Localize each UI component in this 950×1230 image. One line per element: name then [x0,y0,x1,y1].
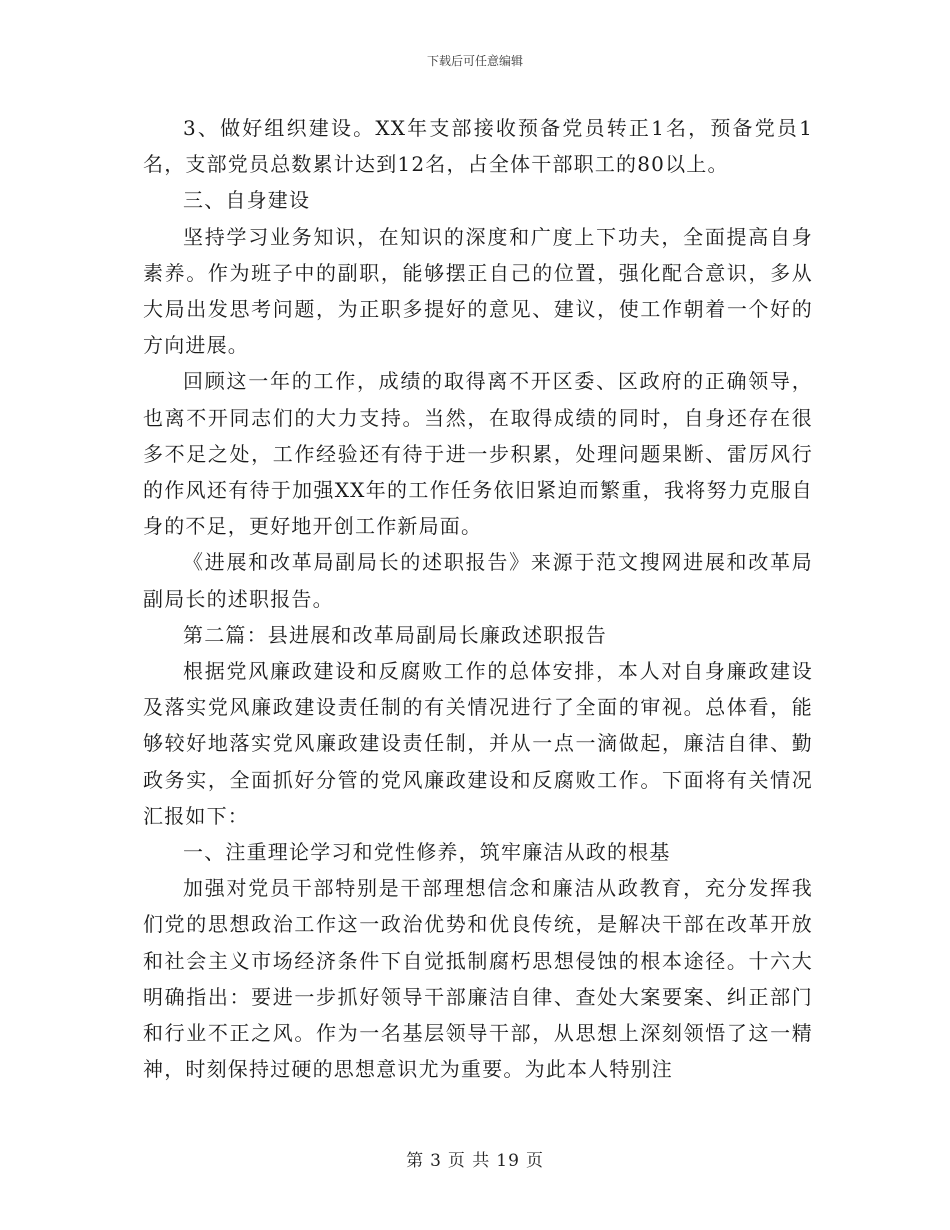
paragraph: 3、做好组织建设。XX年支部接收预备党员转正1名，预备党员1名，支部党员总数累计达到12名，占全体干部职工的80以上。 [143,116,813,177]
paragraph: 回顾这一年的工作，成绩的取得离不开区委、区政府的正确领导，也离不开同志们的大力支持。当然，在取得成绩的同时，自身还存在很多不足之处，工作经验还有待于进一步积累，处理问题果断、雷厉风行的作风还有待于加强XX年的工作任务依旧紧迫而繁重，我将努力克服自身的不足，更好地开创工作新局面。 [143,369,813,539]
footer-prefix: 第 [406,1151,425,1171]
page-header-note: 下载后可任意编辑 [426,54,523,68]
footer-middle: 页 共 [447,1151,491,1171]
document-body [143,110,813,1087]
paragraph: 坚持学习业务知识，在知识的深度和广度上下功夫，全面提高自身素养。作为班子中的副职，能够摆正自己的位置，强化配合意识，多从大局出发思考问题，为正职多提好的意见、建议，使工作朝着一个好的方向进展。 [143,224,813,358]
page-footer [0,1146,950,1171]
footer-suffix: 页 [525,1151,544,1171]
paragraph: 根据党风廉政建设和反腐败工作的总体安排，本人对自身廉政建设及落实党风廉政建设责任制的有关情况进行了全面的审视。总体看，能够较好地落实党风廉政建设责任制，并从一点一滴做起，廉洁自律、勤政务实，全面抓好分管的党风廉政建设和反腐败工作。下面将有关情况汇报如下： [143,659,813,828]
section-heading: 三、自身建设 [183,188,311,213]
current-page-number: 3 [430,1151,442,1171]
paragraph: 加强对党员干部特别是干部理想信念和廉洁从政教育，充分发挥我们党的思想政治工作这一政治优势和优良传统，是解决干部在改革开放和社会主义市场经济条件下自觉抵制腐朽思想侵蚀的根本途径。十六大明确指出：要进一步抓好领导干部廉洁自律、查处大案要案、纠正部门和行业不正之风。作为一名基层领导干部，从思想上深刻领悟了这一精神，时刻保持过硬的思想意识尤为重要。为此本人特别注 [143,876,813,1082]
total-pages-number: 19 [496,1151,520,1171]
paragraph: 《进展和改革局副局长的述职报告》来源于范文搜网进展和改革局副局长的述职报告。 [143,550,813,611]
section-heading: 第二篇：县进展和改革局副局长廉政述职报告 [183,622,607,647]
section-heading: 一、注重理论学习和党性修养，筑牢廉洁从政的根基 [183,840,671,865]
